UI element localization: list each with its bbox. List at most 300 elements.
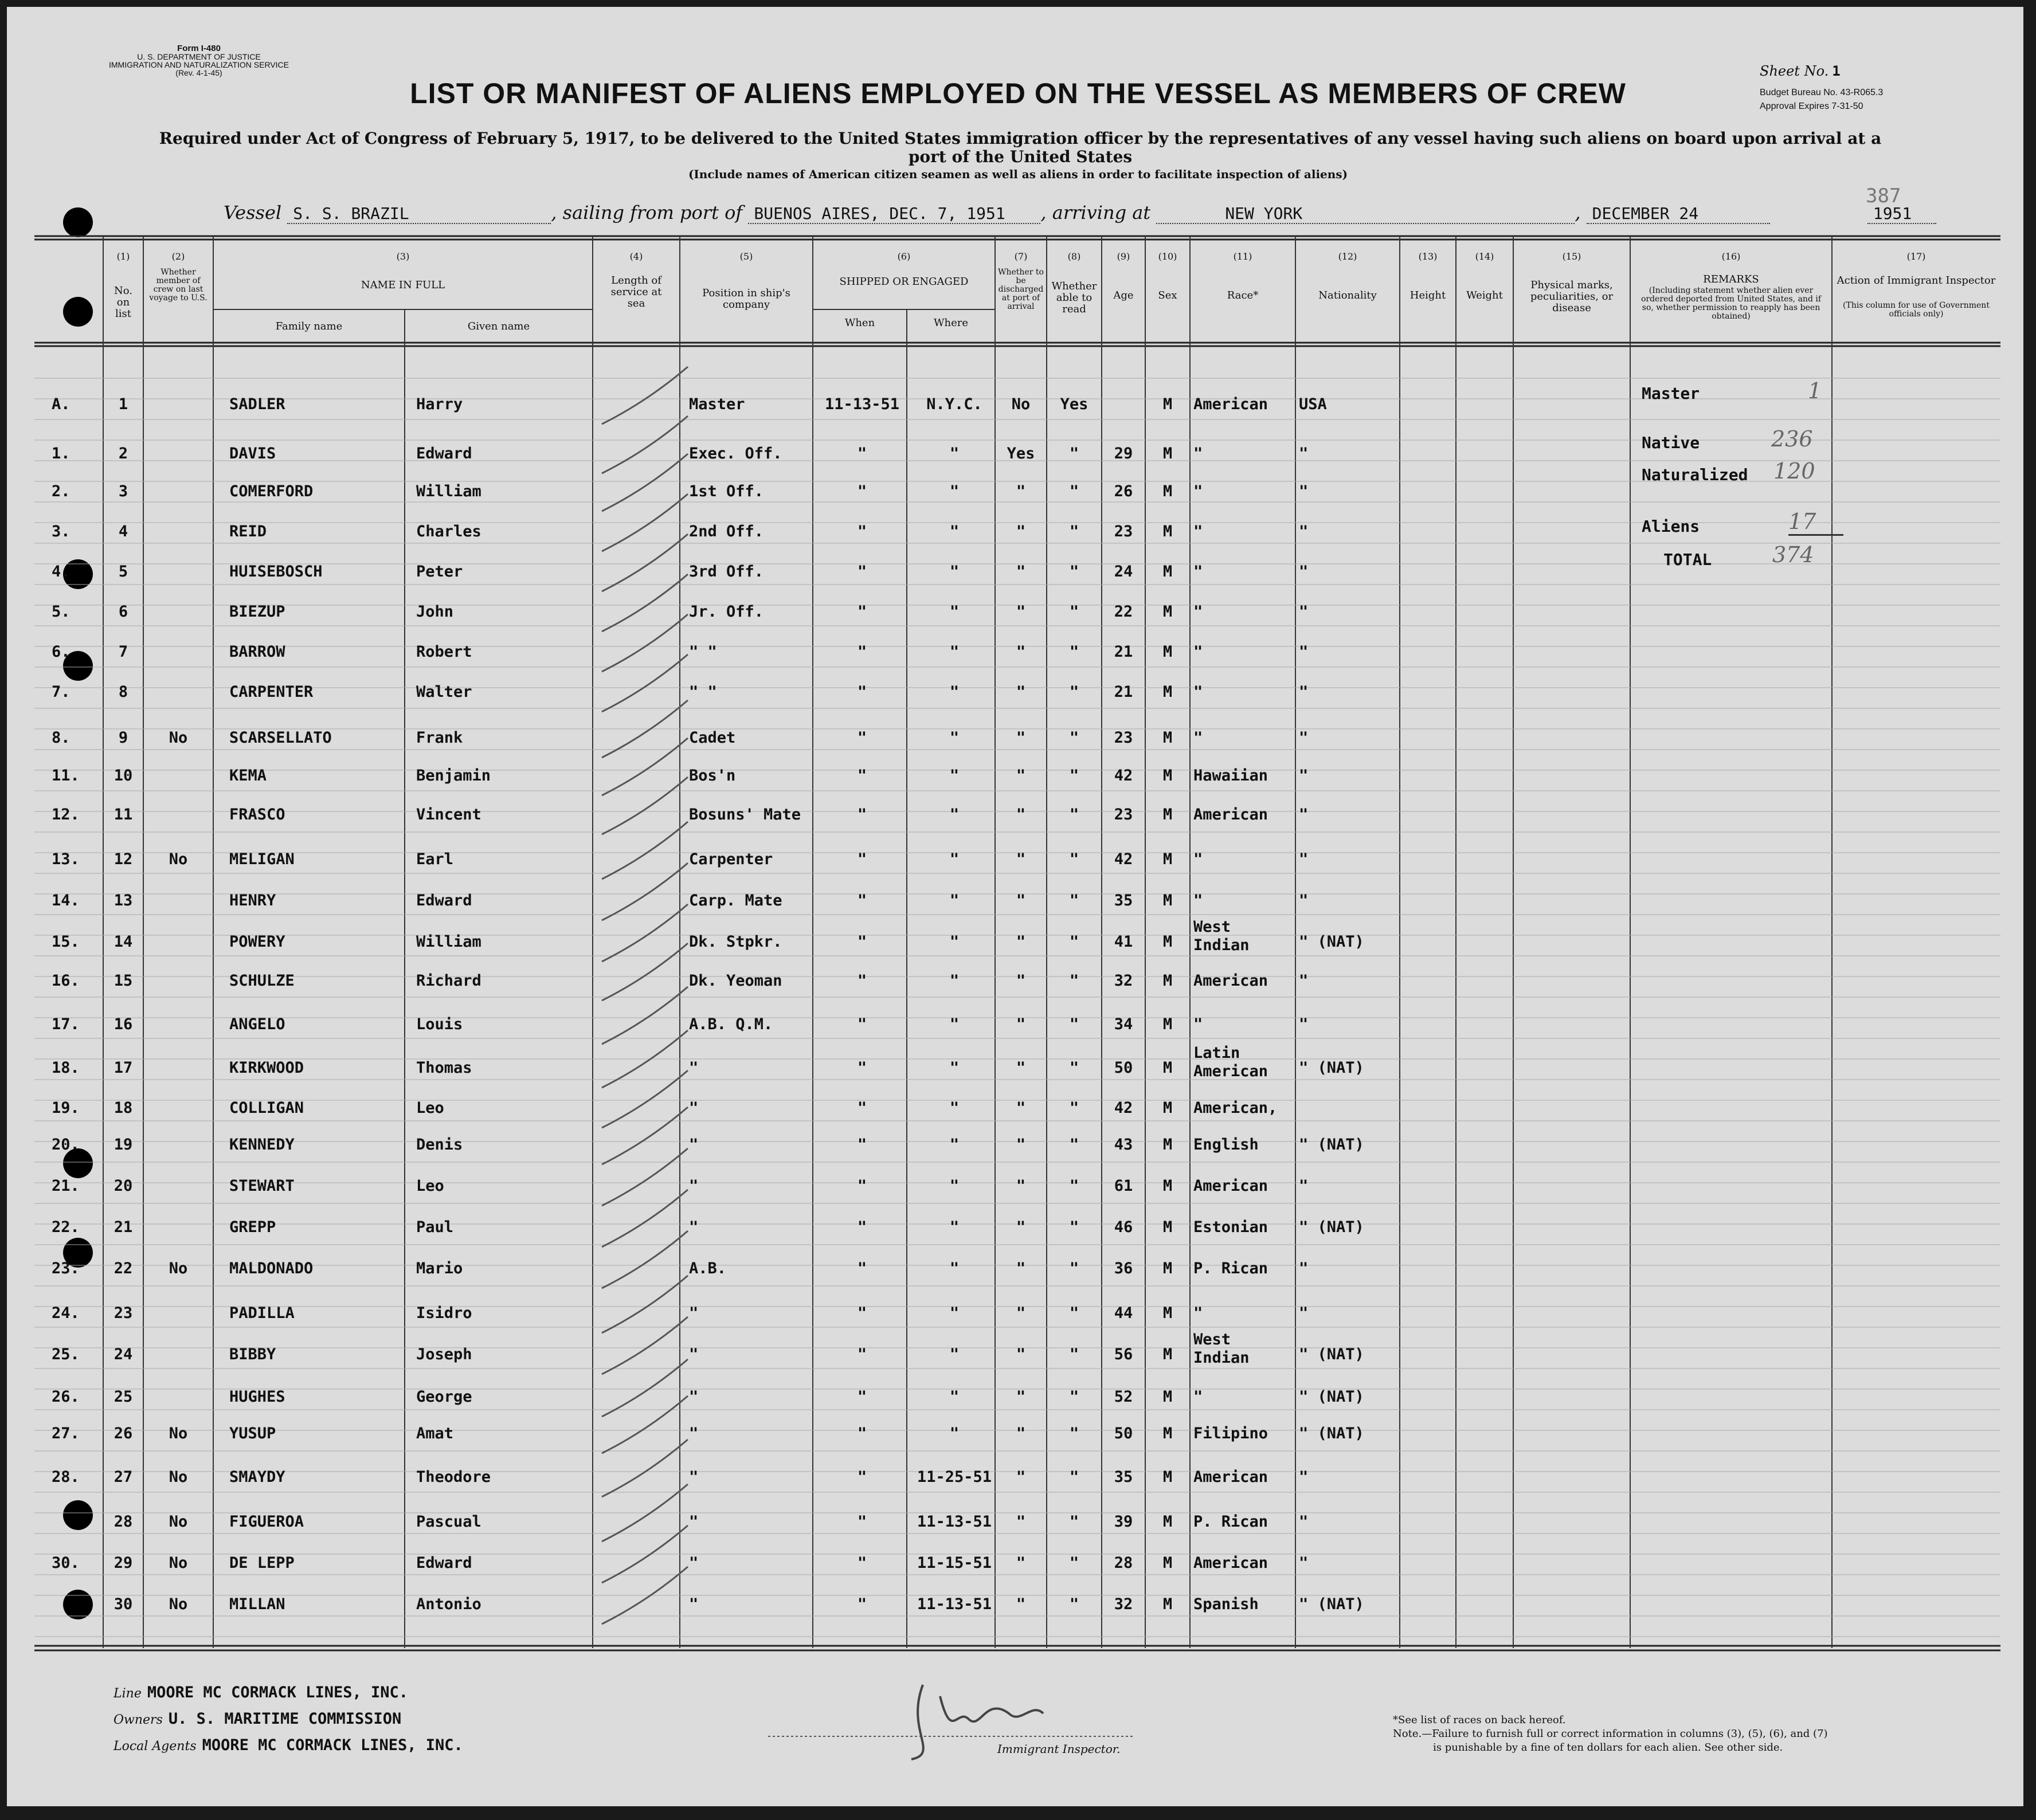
- cell-when: ": [857, 1015, 867, 1033]
- cell-given: Vincent: [416, 806, 481, 823]
- cell-discharged: ": [1016, 729, 1026, 747]
- cell-no: 14: [113, 933, 133, 951]
- cell-age: 61: [1114, 1177, 1133, 1195]
- cell-read: ": [1069, 1388, 1079, 1406]
- cell-race: ": [1193, 603, 1203, 621]
- col6-header: SHIPPED OR ENGAGED: [839, 276, 969, 288]
- cell-when: ": [857, 1260, 867, 1277]
- cell-no: 10: [113, 767, 133, 785]
- cell-given: Theodore: [416, 1468, 491, 1486]
- budget-bureau: Budget Bureau No. 43-R065.3: [1760, 88, 1884, 97]
- cell-sex: M: [1162, 806, 1173, 823]
- cell-age: 46: [1114, 1218, 1133, 1236]
- cell-given: Thomas: [416, 1059, 472, 1077]
- cell-position: Master: [689, 395, 745, 413]
- footnote-note: Note.—Failure to furnish full or correct information in columns (3), (5), (6), and (7): [1393, 1728, 1828, 1740]
- cell-no: 4: [118, 523, 128, 540]
- footnote-races: *See list of races on back hereof.: [1393, 1714, 1566, 1726]
- cell-when: ": [857, 806, 867, 823]
- cell-given: John: [416, 603, 454, 621]
- cell-position: Dk. Stpkr.: [689, 933, 782, 951]
- col10-header: Sex: [1158, 289, 1177, 301]
- cell-position: 2nd Off.: [689, 523, 764, 540]
- col2-header: Whether member of crew on last voyage to U.S.: [149, 268, 207, 303]
- cell-given: Antonio: [416, 1595, 481, 1613]
- cell-where: 11-25-51: [917, 1468, 992, 1486]
- cell-family: MILLAN: [229, 1595, 285, 1613]
- cell-age: 52: [1114, 1388, 1133, 1406]
- cell-position: 3rd Off.: [689, 563, 764, 580]
- col17-subheader: (This column for use of Government officials only): [1843, 301, 1990, 319]
- service-tick: [602, 574, 688, 631]
- cell-family: KIRKWOOD: [229, 1059, 304, 1077]
- cell-nationality: ": [1299, 563, 1309, 580]
- cell-where: 11-13-51: [917, 1513, 992, 1531]
- cell-nationality: ": [1299, 767, 1309, 785]
- col12-header: Nationality: [1318, 289, 1377, 301]
- cell-crew: No: [169, 1425, 188, 1442]
- cell-discharged: ": [1016, 643, 1026, 661]
- cell-position: ": [689, 1218, 699, 1236]
- cell-given: Paul: [416, 1218, 454, 1236]
- col7-header: Whether to be discharged at port of arrival: [998, 268, 1044, 311]
- cell-sex: M: [1162, 395, 1173, 413]
- cell-age: 26: [1114, 483, 1133, 500]
- col2-number: (2): [171, 251, 185, 262]
- cell-race: ": [1193, 445, 1203, 462]
- total-count: 374: [1772, 542, 1814, 567]
- cell-position: Exec. Off.: [689, 445, 782, 462]
- vessel-line: Vessel S. S. BRAZIL , sailing from port of BUENOS AIRES, DEC. 7, 1951 , arriving at NEW YORK , DECEMBER 24 1951: [224, 202, 1936, 224]
- cell-read: ": [1069, 1304, 1079, 1322]
- cell-when: ": [857, 483, 867, 500]
- cell-no: 21: [113, 1218, 133, 1236]
- col5-number: (5): [739, 251, 753, 262]
- cell-race: American: [1193, 1177, 1268, 1195]
- native-label: Native: [1642, 433, 1700, 452]
- arrival-year: 1951: [1867, 204, 1936, 224]
- cell-family: HUISEBOSCH: [229, 563, 323, 580]
- cell-when: ": [857, 892, 867, 909]
- cell-position: ": [689, 1468, 699, 1486]
- cell-nationality: ": [1299, 1554, 1309, 1572]
- cell-race: ": [1193, 1388, 1203, 1406]
- cell-position: " ": [689, 683, 717, 701]
- cell-mark: 6.: [52, 643, 71, 661]
- cell-nationality: " (NAT): [1299, 1346, 1364, 1363]
- cell-sex: M: [1162, 483, 1173, 500]
- cell-mark: 7.: [52, 683, 71, 701]
- cell-mark: 5.: [52, 603, 71, 621]
- cell-discharged: ": [1016, 1513, 1026, 1531]
- arriving-label: , arriving at: [1040, 202, 1151, 223]
- cell-discharged: ": [1016, 1346, 1026, 1363]
- cell-discharged: ": [1016, 1177, 1026, 1195]
- service-tick: [602, 1396, 688, 1453]
- cell-mark: 17.: [52, 1015, 80, 1033]
- agents-label: Local Agents: [113, 1739, 197, 1754]
- cell-when: ": [857, 1468, 867, 1486]
- cell-when: ": [857, 1425, 867, 1442]
- cell-age: 32: [1114, 972, 1133, 990]
- cell-given: Harry: [416, 395, 463, 413]
- cell-family: MALDONADO: [229, 1260, 314, 1277]
- cell-where: 11-15-51: [917, 1554, 992, 1572]
- cell-family: DAVIS: [229, 445, 276, 462]
- cell-given: Walter: [416, 683, 472, 701]
- cell-discharged: ": [1016, 806, 1026, 823]
- cell-where: ": [949, 850, 960, 868]
- cell-race: ": [1193, 892, 1203, 909]
- cell-sex: M: [1162, 850, 1173, 868]
- service-tick: [602, 654, 688, 712]
- cell-position: Bos'n: [689, 767, 736, 785]
- cell-nationality: " (NAT): [1299, 1136, 1364, 1154]
- cell-given: William: [416, 483, 481, 500]
- cell-where: ": [949, 892, 960, 909]
- col6-where-header: Where: [933, 317, 968, 329]
- cell-no: 27: [113, 1468, 133, 1486]
- naturalized-count: 120: [1773, 458, 1815, 484]
- cell-where: ": [949, 729, 960, 747]
- line-value: MOORE MC CORMACK LINES, INC.: [147, 1684, 408, 1701]
- cell-no: 17: [113, 1059, 133, 1077]
- cell-position: Carp. Mate: [689, 892, 782, 909]
- col1-header: No. on list: [114, 285, 132, 320]
- cell-mark: 28.: [52, 1468, 80, 1486]
- cell-race: ": [1193, 483, 1203, 500]
- cell-discharged: No: [1011, 395, 1031, 413]
- cell-crew: No: [169, 729, 188, 747]
- cell-mark: 12.: [52, 806, 80, 823]
- cell-race: Filipino: [1193, 1425, 1268, 1442]
- cell-race: American: [1193, 972, 1268, 990]
- cell-race: ": [1193, 643, 1203, 661]
- cell-age: 28: [1114, 1554, 1133, 1572]
- service-tick: [602, 454, 688, 511]
- cell-when: ": [857, 1059, 867, 1077]
- naturalized-label: Naturalized: [1642, 465, 1748, 484]
- native-count: 236: [1771, 426, 1813, 452]
- cell-mark: 22.: [52, 1218, 80, 1236]
- cell-read: ": [1069, 643, 1079, 661]
- cell-age: 34: [1114, 1015, 1133, 1033]
- col6-number: (6): [897, 251, 911, 262]
- service-tick: [602, 367, 688, 424]
- cell-family: BIBBY: [229, 1346, 276, 1363]
- cell-sex: M: [1162, 1218, 1173, 1236]
- cell-race: American: [1193, 1554, 1268, 1572]
- col3-header: NAME IN FULL: [361, 279, 445, 291]
- cell-age: 50: [1114, 1425, 1133, 1442]
- cell-where: ": [949, 1346, 960, 1363]
- cell-discharged: ": [1016, 972, 1026, 990]
- cell-read: ": [1069, 1425, 1079, 1442]
- cell-when: ": [857, 1513, 867, 1531]
- cell-race: American: [1193, 395, 1268, 413]
- line-field: [113, 1684, 408, 1701]
- cell-where: ": [949, 445, 960, 462]
- cell-discharged: ": [1016, 1595, 1026, 1613]
- cell-race: American,: [1193, 1099, 1278, 1117]
- owners-value: U. S. MARITIME COMMISSION: [168, 1710, 402, 1728]
- cell-sex: M: [1162, 1425, 1173, 1442]
- cell-given: Edward: [416, 445, 472, 462]
- cell-discharged: ": [1016, 1554, 1026, 1572]
- cell-family: POWERY: [229, 933, 285, 951]
- cell-mark: 2.: [52, 483, 71, 500]
- footnote: [1393, 1713, 1828, 1755]
- cell-age: 36: [1114, 1260, 1133, 1277]
- cell-age: 23: [1114, 806, 1133, 823]
- cell-family: BIEZUP: [229, 603, 285, 621]
- cell-no: 12: [113, 850, 133, 868]
- service-tick: [602, 822, 688, 879]
- cell-sex: M: [1162, 445, 1173, 462]
- cell-race: Latin American: [1193, 1044, 1268, 1080]
- department: U. S. DEPARTMENT OF JUSTICE: [137, 52, 261, 61]
- cell-position: " ": [689, 643, 717, 661]
- cell-where: ": [949, 1059, 960, 1077]
- cell-when: ": [857, 767, 867, 785]
- cell-nationality: ": [1299, 850, 1309, 868]
- cell-mark: 18.: [52, 1059, 80, 1077]
- cell-family: FRASCO: [229, 806, 285, 823]
- cell-when: ": [857, 1554, 867, 1572]
- cell-sex: M: [1162, 1136, 1173, 1154]
- cell-race: Estonian: [1193, 1218, 1268, 1236]
- cell-read: ": [1069, 683, 1079, 701]
- cell-when: ": [857, 1218, 867, 1236]
- cell-given: Richard: [416, 972, 481, 990]
- line-label: Line: [113, 1686, 142, 1701]
- cell-read: ": [1069, 1595, 1079, 1613]
- cell-race: American: [1193, 806, 1268, 823]
- cell-discharged: ": [1016, 1468, 1026, 1486]
- cell-position: Cadet: [689, 729, 736, 747]
- cell-where: ": [949, 1260, 960, 1277]
- cell-given: William: [416, 933, 481, 951]
- cell-family: KEMA: [229, 767, 267, 785]
- cell-family: KENNEDY: [229, 1136, 295, 1154]
- cell-sex: M: [1162, 1059, 1173, 1077]
- cell-where: ": [949, 1304, 960, 1322]
- cell-family: PADILLA: [229, 1304, 295, 1322]
- cell-age: 32: [1114, 1595, 1133, 1613]
- cell-age: 42: [1114, 850, 1133, 868]
- cell-discharged: ": [1016, 933, 1026, 951]
- cell-no: 7: [118, 643, 128, 661]
- col16-subheader: (Including statement whether alien ever ordered deported from United States, and if so, whether permission to reapply has been obtained): [1640, 286, 1822, 321]
- cell-nationality: ": [1299, 643, 1309, 661]
- cell-age: 35: [1114, 892, 1133, 909]
- cell-nationality: ": [1299, 523, 1309, 540]
- cell-where: ": [949, 806, 960, 823]
- cell-crew: No: [169, 1260, 188, 1277]
- cell-position: ": [689, 1595, 699, 1613]
- cell-nationality: ": [1299, 1304, 1309, 1322]
- master-count: 1: [1808, 378, 1822, 403]
- cell-age: 23: [1114, 729, 1133, 747]
- cell-read: ": [1069, 850, 1079, 868]
- cell-position: ": [689, 1177, 699, 1195]
- cell-when: ": [857, 729, 867, 747]
- cell-sex: M: [1162, 1388, 1173, 1406]
- cell-read: ": [1069, 483, 1079, 500]
- col7-number: (7): [1014, 251, 1028, 262]
- cell-discharged: ": [1016, 1218, 1026, 1236]
- service-tick: [602, 987, 688, 1044]
- cell-sex: M: [1162, 1346, 1173, 1363]
- cell-read: ": [1069, 1260, 1079, 1277]
- arriving-port: NEW YORK: [1156, 204, 1575, 224]
- cell-mark: 25.: [52, 1346, 80, 1363]
- cell-given: Benjamin: [416, 767, 491, 785]
- cell-read: Yes: [1060, 395, 1089, 413]
- page-title: LIST OR MANIFEST OF ALIENS EMPLOYED ON THE VESSEL AS MEMBERS OF CREW: [410, 77, 1626, 109]
- cell-no: 19: [113, 1136, 133, 1154]
- cell-when: ": [857, 1099, 867, 1117]
- cell-race: ": [1193, 683, 1203, 701]
- cell-nationality: ": [1299, 483, 1309, 500]
- cell-nationality: " (NAT): [1299, 1059, 1364, 1077]
- cell-given: Isidro: [416, 1304, 472, 1322]
- cell-race: ": [1193, 850, 1203, 868]
- cell-position: Jr. Off.: [689, 603, 764, 621]
- cell-age: 39: [1114, 1513, 1133, 1531]
- cell-race: ": [1193, 523, 1203, 540]
- cell-family: FIGUEROA: [229, 1513, 304, 1531]
- revision: (Rev. 4-1-45): [175, 68, 222, 77]
- cell-sex: M: [1162, 892, 1173, 909]
- cell-position: ": [689, 1099, 699, 1117]
- cell-when: ": [857, 1177, 867, 1195]
- cell-no: 5: [118, 563, 128, 580]
- cell-race: ": [1193, 1015, 1203, 1033]
- cell-family: STEWART: [229, 1177, 295, 1195]
- cell-discharged: ": [1016, 1015, 1026, 1033]
- col12-number: (12): [1338, 251, 1357, 262]
- cell-discharged: ": [1016, 483, 1026, 500]
- cell-where: ": [949, 972, 960, 990]
- cell-crew: No: [169, 1554, 188, 1572]
- cell-mark: 3.: [52, 523, 71, 540]
- cell-family: SCHULZE: [229, 972, 295, 990]
- vessel-label: Vessel: [224, 202, 282, 223]
- cell-discharged: ": [1016, 1425, 1026, 1442]
- cell-crew: No: [169, 850, 188, 868]
- cell-where: 11-13-51: [917, 1595, 992, 1613]
- inspector-label: Immigrant Inspector.: [997, 1742, 1121, 1756]
- cell-mark: 13.: [52, 850, 80, 868]
- cell-where: ": [949, 563, 960, 580]
- cell-no: 1: [118, 395, 128, 413]
- cell-discharged: ": [1016, 1388, 1026, 1406]
- cell-read: ": [1069, 1136, 1079, 1154]
- cell-family: SCARSELLATO: [229, 729, 332, 747]
- cell-discharged: ": [1016, 1304, 1026, 1322]
- cell-where: ": [949, 1425, 960, 1442]
- cell-position: ": [689, 1425, 699, 1442]
- cell-discharged: ": [1016, 1260, 1026, 1277]
- col16-header: REMARKS: [1703, 273, 1759, 285]
- sheet-value: 1: [1832, 63, 1841, 79]
- form-number: Form I-480: [177, 44, 221, 53]
- cell-given: Amat: [416, 1425, 454, 1442]
- cell-read: ": [1069, 603, 1079, 621]
- cell-position: ": [689, 1388, 699, 1406]
- service-tick: [602, 943, 688, 1001]
- cell-when: ": [857, 523, 867, 540]
- cell-family: COLLIGAN: [229, 1099, 304, 1117]
- col1-number: (1): [116, 251, 130, 262]
- cell-age: 22: [1114, 603, 1133, 621]
- cell-age: 24: [1114, 563, 1133, 580]
- cell-given: Leo: [416, 1099, 444, 1117]
- cell-age: 41: [1114, 933, 1133, 951]
- cell-given: Edward: [416, 892, 472, 909]
- cell-discharged: ": [1016, 1099, 1026, 1117]
- service: IMMIGRATION AND NATURALIZATION SERVICE: [109, 60, 289, 69]
- cell-when: ": [857, 563, 867, 580]
- cell-nationality: ": [1299, 1513, 1309, 1531]
- cell-discharged: ": [1016, 563, 1026, 580]
- cell-nationality: ": [1299, 1177, 1309, 1195]
- col13-header: Height: [1409, 289, 1446, 301]
- cell-discharged: ": [1016, 850, 1026, 868]
- col8-number: (8): [1067, 251, 1081, 262]
- cell-when: ": [857, 1595, 867, 1613]
- col14-number: (14): [1475, 251, 1494, 262]
- cell-discharged: ": [1016, 767, 1026, 785]
- cell-given: Mario: [416, 1260, 463, 1277]
- cell-no: 2: [118, 445, 128, 462]
- service-tick: [602, 1070, 688, 1128]
- cell-family: BARROW: [229, 643, 285, 661]
- cell-sex: M: [1162, 1468, 1173, 1486]
- cell-read: ": [1069, 1346, 1079, 1363]
- cell-race: West Indian: [1193, 918, 1250, 954]
- cell-read: ": [1069, 806, 1079, 823]
- cell-nationality: ": [1299, 972, 1309, 990]
- col4-header: Length of service at sea: [610, 274, 662, 309]
- cell-nationality: " (NAT): [1299, 1595, 1364, 1613]
- cell-when: ": [857, 445, 867, 462]
- cell-position: ": [689, 1304, 699, 1322]
- cell-where: ": [949, 1015, 960, 1033]
- cell-race: P. Rican: [1193, 1513, 1268, 1531]
- cell-nationality: " (NAT): [1299, 1388, 1364, 1406]
- cell-race: ": [1193, 1304, 1203, 1322]
- aliens-count: 17: [1788, 509, 1843, 536]
- cell-read: ": [1069, 1177, 1079, 1195]
- cell-position: A.B. Q.M.: [689, 1015, 773, 1033]
- cell-position: A.B.: [689, 1260, 727, 1277]
- cell-no: 11: [113, 806, 133, 823]
- cell-no: 18: [113, 1099, 133, 1117]
- cell-given: George: [416, 1388, 472, 1406]
- cell-sex: M: [1162, 1015, 1173, 1033]
- col8-header: Whether able to read: [1051, 280, 1097, 315]
- service-tick: [602, 534, 688, 591]
- cell-read: ": [1069, 1015, 1079, 1033]
- cell-when: ": [857, 1388, 867, 1406]
- service-tick: [602, 1276, 688, 1333]
- cell-family: DE LEPP: [229, 1554, 295, 1572]
- cell-age: 50: [1114, 1059, 1133, 1077]
- cell-sex: M: [1162, 767, 1173, 785]
- cell-age: 35: [1114, 1468, 1133, 1486]
